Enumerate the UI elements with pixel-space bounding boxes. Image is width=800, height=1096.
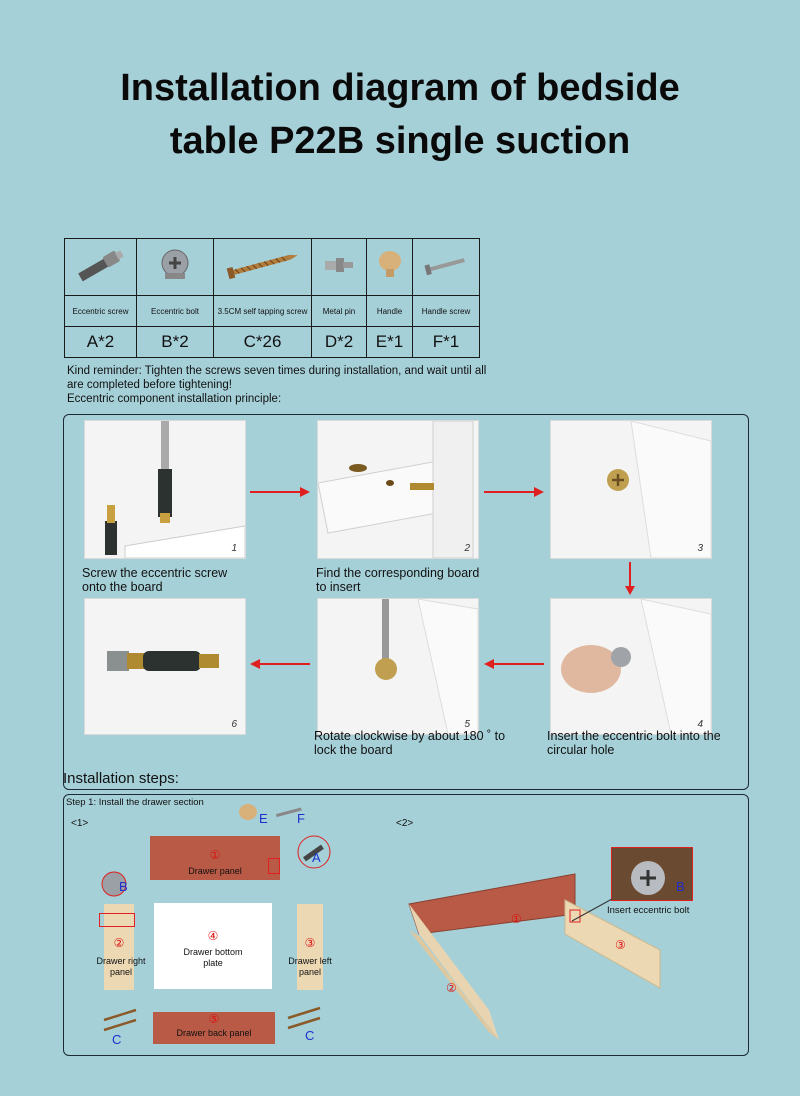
step-photo-1 <box>84 420 246 559</box>
parts-image-row <box>65 239 480 296</box>
sub-diagram-2-label: <2> <box>396 818 414 829</box>
arrow-left-icon <box>482 656 546 672</box>
reminder-line-1: Kind reminder: Tighten the screws seven times during installation, and wait until all <box>67 365 487 377</box>
step-photo-5 <box>317 598 479 735</box>
step-number: 4 <box>697 719 703 730</box>
installation-heading: Installation steps: <box>63 770 179 787</box>
part-letter-e: E <box>259 811 268 826</box>
step1-title: Step 1: Install the drawer section <box>66 797 204 808</box>
tapping-screw-icon <box>214 239 312 296</box>
right-panel-label: Drawer right panel <box>96 956 146 977</box>
step-number: 1 <box>231 543 237 554</box>
eccentric-bolt-icon <box>137 239 214 296</box>
step-photo-4 <box>550 598 712 735</box>
part-qty: C*26 <box>214 327 312 358</box>
part-name: Eccentric bolt <box>137 296 214 327</box>
step-number: 3 <box>697 543 703 554</box>
drawer-back-panel <box>153 1012 275 1044</box>
eccentric-screw-icon <box>65 239 137 296</box>
parts-qty-row <box>65 327 480 358</box>
panel-number: ① <box>511 912 522 926</box>
part-qty: D*2 <box>312 327 367 358</box>
arrow-left-icon <box>248 656 312 672</box>
panel-number: ① <box>209 848 221 862</box>
insert-bolt-label: Insert eccentric bolt <box>607 905 690 916</box>
part-name: Eccentric screw <box>65 296 137 327</box>
part-letter-b: B <box>676 879 685 894</box>
part-letter-c: C <box>305 1028 315 1043</box>
parts-name-row <box>65 296 480 327</box>
bolt-marker <box>268 858 280 874</box>
step-number: 2 <box>464 543 470 554</box>
panel-number: ③ <box>304 936 316 950</box>
step-caption-5: Rotate clockwise by about 180 ˚ to lock the board <box>314 729 506 757</box>
part-qty: B*2 <box>137 327 214 358</box>
handle-screw-icon <box>413 239 480 296</box>
sub-diagram-1-label: <1> <box>71 818 89 829</box>
title-line-2: table P22B single suction <box>169 120 631 162</box>
reminder-line-2: are completed before tightening! <box>67 379 232 391</box>
panel-label: Drawer panel <box>188 866 242 876</box>
panel-number: ③ <box>615 938 626 952</box>
step-photo-3 <box>550 420 712 559</box>
page-title <box>0 62 800 168</box>
part-letter-a: A <box>312 850 321 865</box>
panel-number: ② <box>113 936 125 950</box>
bolt-marker <box>99 913 135 927</box>
arrow-right-icon <box>482 484 546 500</box>
title-line-1: Installation diagram of bedside <box>120 67 680 109</box>
tapping-screw-icon <box>100 1006 140 1034</box>
panel-label: Drawer back panel <box>176 1028 252 1038</box>
part-name: Metal pin <box>312 296 367 327</box>
step-number: 6 <box>231 719 237 730</box>
drawer-bottom-plate <box>154 903 272 989</box>
panel-number: ⑤ <box>208 1012 220 1026</box>
part-letter-f: F <box>297 811 305 826</box>
step-number: 5 <box>464 719 470 730</box>
part-name: Handle screw <box>413 296 480 327</box>
part-letter-c: C <box>112 1032 122 1047</box>
metal-pin-icon <box>312 239 367 296</box>
panel-number: ② <box>446 981 457 995</box>
arrow-down-icon <box>622 560 638 596</box>
arrow-right-icon <box>248 484 312 500</box>
part-qty: E*1 <box>367 327 413 358</box>
part-letter-b: B <box>119 879 128 894</box>
handle-icon <box>367 239 413 296</box>
left-panel-label: Drawer left panel <box>288 956 332 977</box>
step-photo-6 <box>84 598 246 735</box>
handle-icon <box>236 802 260 824</box>
part-name: 3.5CM self tapping screw <box>214 296 312 327</box>
panel-number: ④ <box>207 929 219 943</box>
parts-table <box>64 238 480 358</box>
panel-label: Drawer bottom plate <box>183 947 243 968</box>
reminder-line-3: Eccentric component installation principle: <box>67 393 282 405</box>
part-name: Handle <box>367 296 413 327</box>
step-caption-2: Find the corresponding board to insert <box>316 566 480 594</box>
drawer-panel <box>150 836 280 880</box>
step-caption-4: Insert the eccentric bolt into the circular hole <box>547 729 721 757</box>
step-photo-2 <box>317 420 479 559</box>
part-qty: F*1 <box>413 327 480 358</box>
kind-reminder <box>67 364 486 406</box>
tapping-screw-icon <box>284 1004 324 1032</box>
step-caption-1: Screw the eccentric screw onto the board <box>82 566 228 594</box>
part-qty: A*2 <box>65 327 137 358</box>
